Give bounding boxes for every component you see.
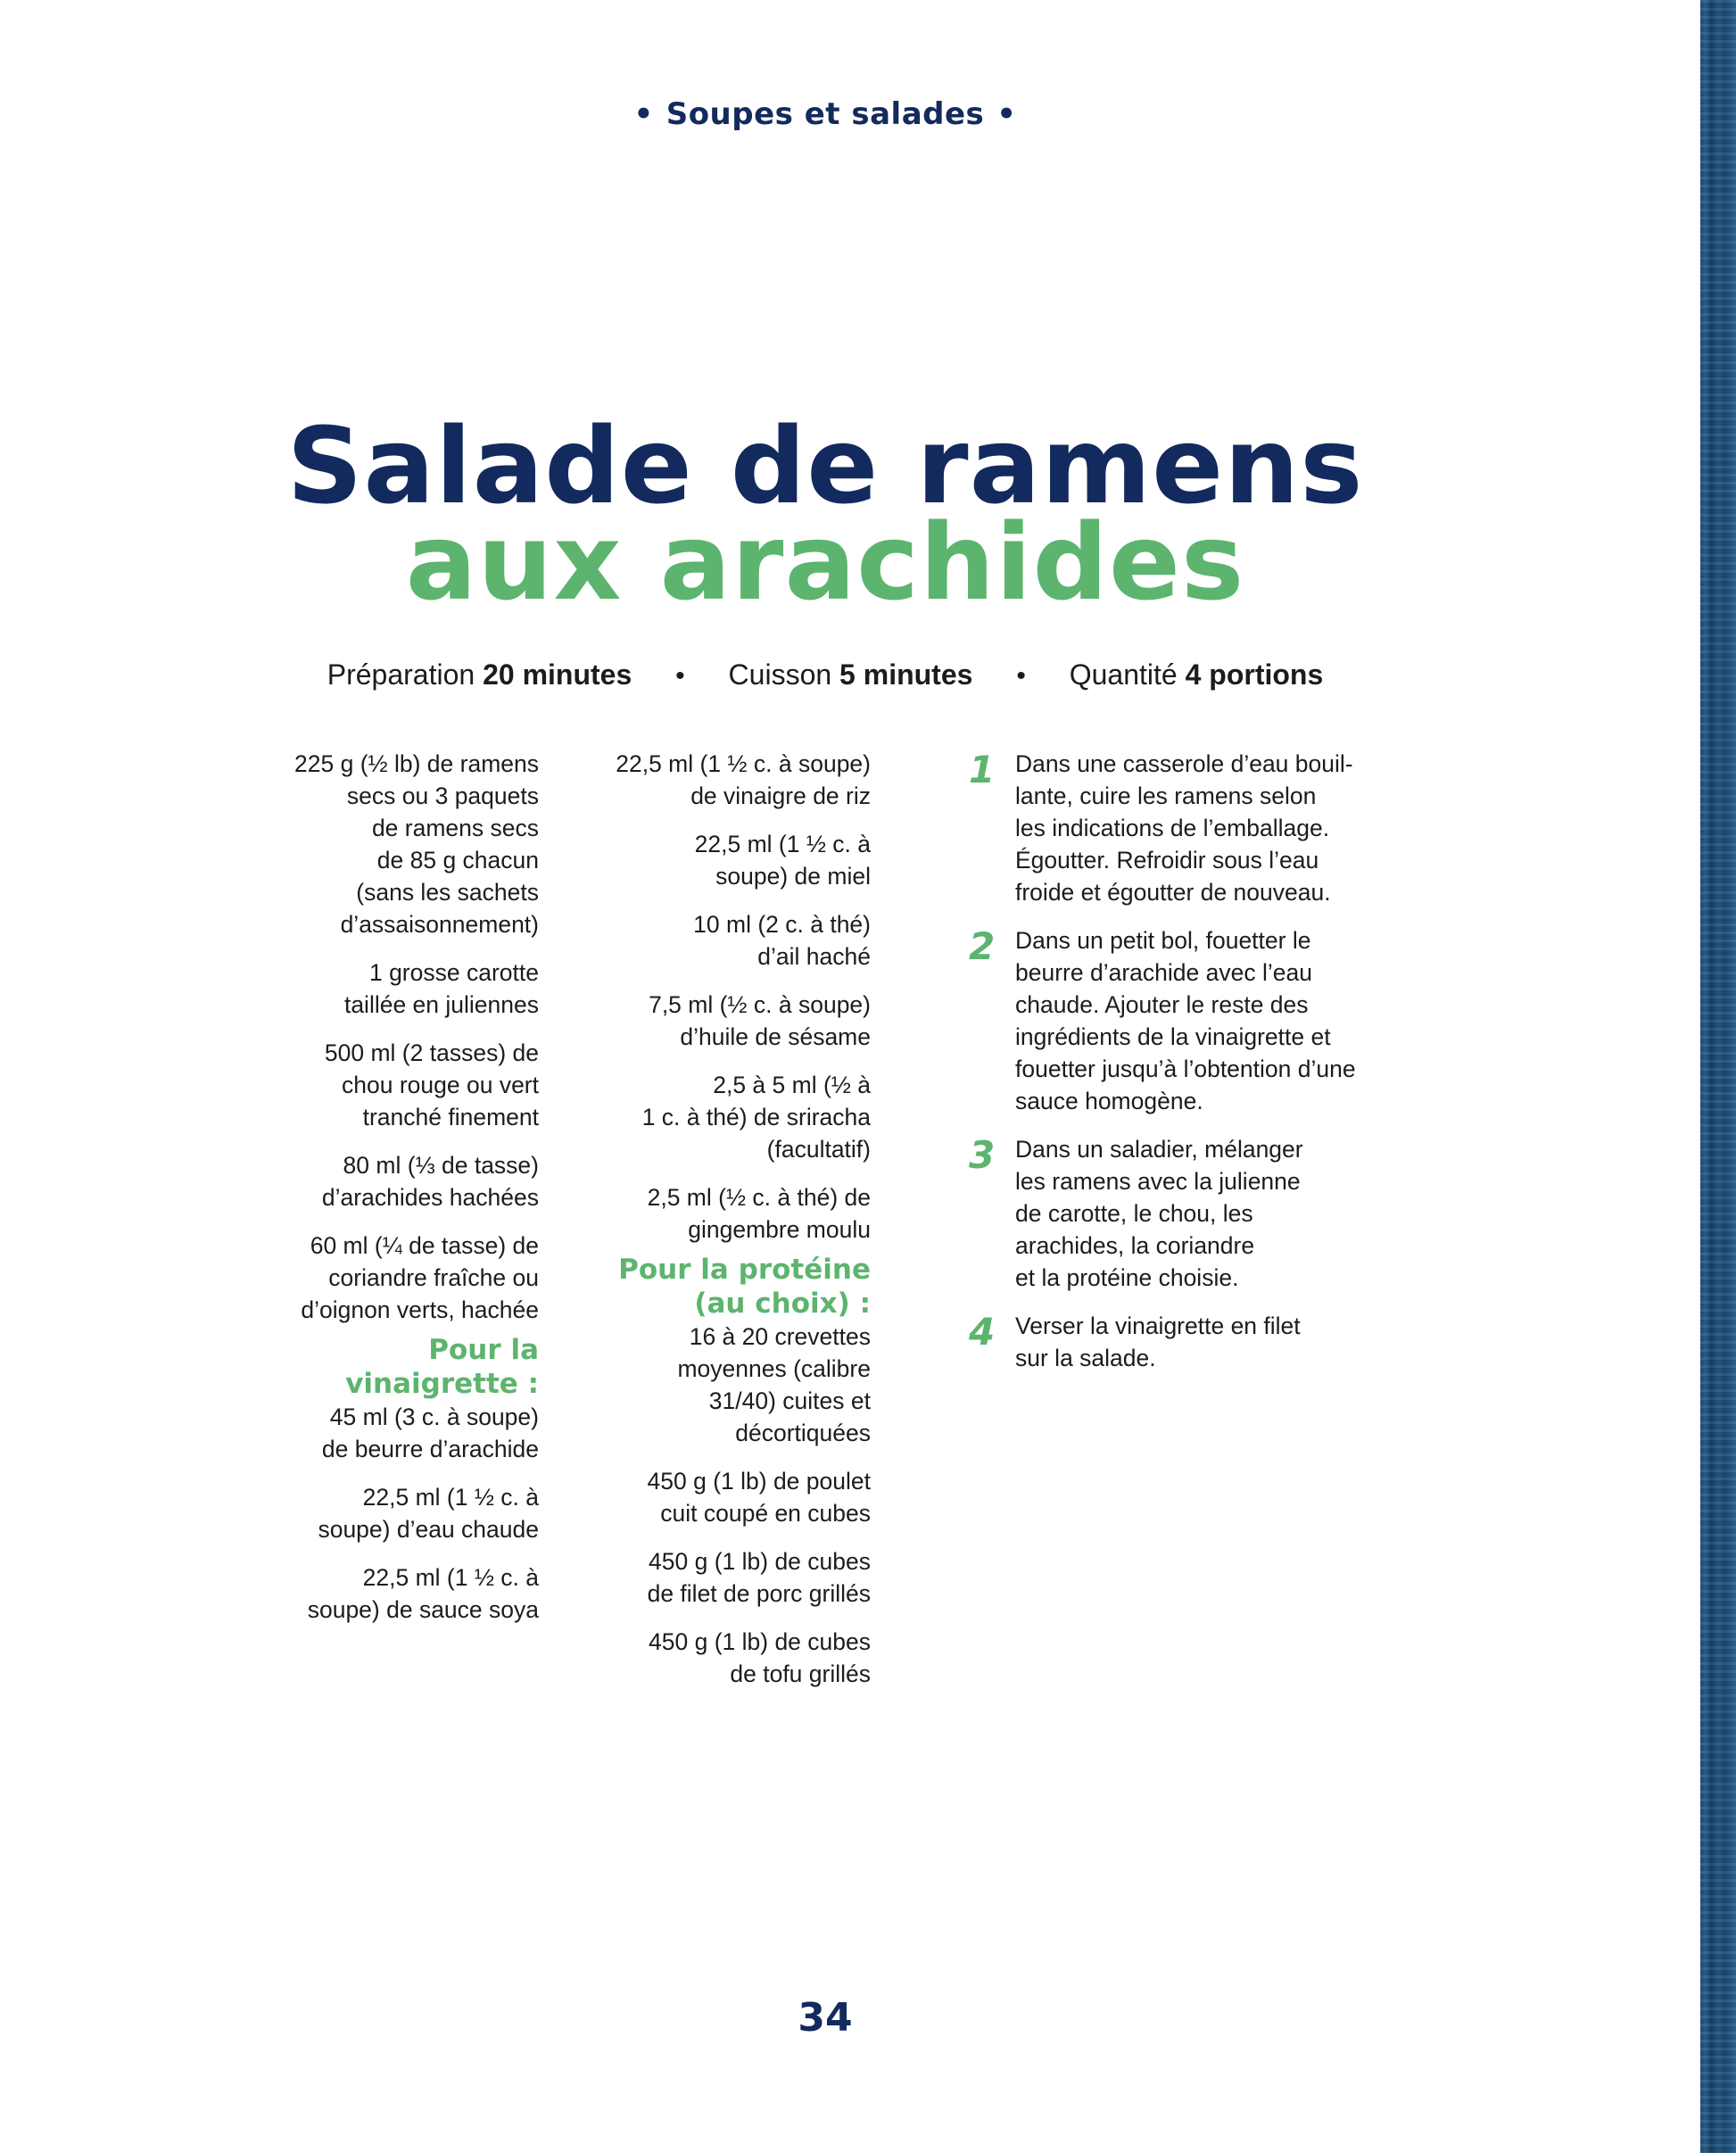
section-name: Soupes et salades [665,96,985,132]
ingredient-item: 22,5 ml (1 ½ c. à soupe) d’eau chaude [318,1484,539,1543]
protein-heading: Pour la protéine (au choix) : [618,1254,871,1320]
ingredient-item: 16 à 20 crevettes moyennes (calibre 31/40) cuites et décortiquées [677,1323,871,1446]
recipe-meta [0,658,1650,691]
ingredient-item: 450 g (1 lb) de cubes de tofu grillés [649,1628,871,1687]
step-text: Dans une casserole d’eau bouil- lante, cuire les ramens selon les indications de l’emballage. Égoutter. Refroidir sous l’eau froide et égoutter de nouveau. [1015,750,1353,906]
step-number: 2 [969,924,996,968]
bullet-dot: • [633,96,654,132]
ingredient-item: 80 ml (⅓ de tasse) d’arachides hachées [321,1152,539,1211]
vinaigrette-heading: Pour la vinaigrette : [345,1334,539,1400]
step-number: 3 [969,1133,996,1177]
ingredient-item: 2,5 ml (½ c. à thé) de gingembre moulu [647,1184,871,1243]
ingredient-item: 45 ml (3 c. à soupe) de beurre d’arachide [321,1404,539,1462]
step-text: Verser la vinaigrette en filet sur la salade. [1015,1313,1301,1371]
meta-separator: • [1016,661,1026,691]
meta-separator: • [675,661,685,691]
quantity-label: Quantité [1069,658,1178,691]
prep-label: Préparation [327,658,475,691]
title-line-1: Salade de ramens [286,404,1364,527]
step-4 [969,1310,1433,1374]
step-text: Dans un saladier, mélanger les ramens avec la julienne de carotte, le chou, les arachides, la coriandre et la protéine choisie. [1015,1136,1303,1291]
step-3 [969,1133,1433,1294]
ingredient-item: 60 ml (¼ de tasse) de coriandre fraîche ou d’oignon verts, hachée [301,1232,539,1323]
recipe-title [0,404,1650,624]
step-text: Dans un petit bol, fouetter le beurre d’arachide avec l’eau chaude. Ajouter le reste des ingrédients de la vinaigrette et fouetter jusqu’à l’obtention d’une sauce homogène. [1015,927,1356,1114]
ingredient-item: 10 ml (2 c. à thé) d’ail haché [693,911,871,970]
ingredient-item: 450 g (1 lb) de poulet cuit coupé en cubes [647,1468,871,1527]
ingredient-item: 1 grosse carotte taillée en juliennes [343,959,539,1018]
ingredient-item: 7,5 ml (½ c. à soupe) d’huile de sésame [649,991,871,1050]
cook-value: 5 minutes [839,658,973,691]
ingredients-column-1 [268,748,539,1642]
page-number: 34 [798,1995,853,2041]
running-head [0,96,1650,132]
title-line-2: aux arachides [405,501,1245,624]
ingredient-item: 22,5 ml (1 ½ c. à soupe) de vinaigre de riz [616,750,871,809]
step-2 [969,924,1433,1117]
cook-label: Cuisson [728,658,832,691]
method-steps [969,748,1433,1390]
step-number: 1 [969,748,996,791]
bullet-dot: • [996,96,1017,132]
ingredient-item: 450 g (1 lb) de cubes de filet de porc grillés [647,1548,871,1607]
wood-edge-decoration [1700,0,1736,2153]
ingredient-item: 22,5 ml (1 ½ c. à soupe) de miel [694,831,871,890]
step-number: 4 [969,1310,996,1354]
ingredients-column-2 [589,748,871,1706]
prep-value: 20 minutes [483,658,632,691]
ingredient-item: 500 ml (2 tasses) de chou rouge ou vert tranché finement [324,1039,539,1130]
ingredient-item: 225 g (½ lb) de ramens secs ou 3 paquets de ramens secs de 85 g chacun (sans les sachets d’assaisonnement) [294,750,539,938]
quantity-value: 4 portions [1185,658,1324,691]
step-1 [969,748,1433,908]
ingredient-item: 2,5 à 5 ml (½ à 1 c. à thé) de sriracha (facultatif) [641,1072,871,1163]
ingredient-item: 22,5 ml (1 ½ c. à soupe) de sauce soya [307,1564,539,1623]
